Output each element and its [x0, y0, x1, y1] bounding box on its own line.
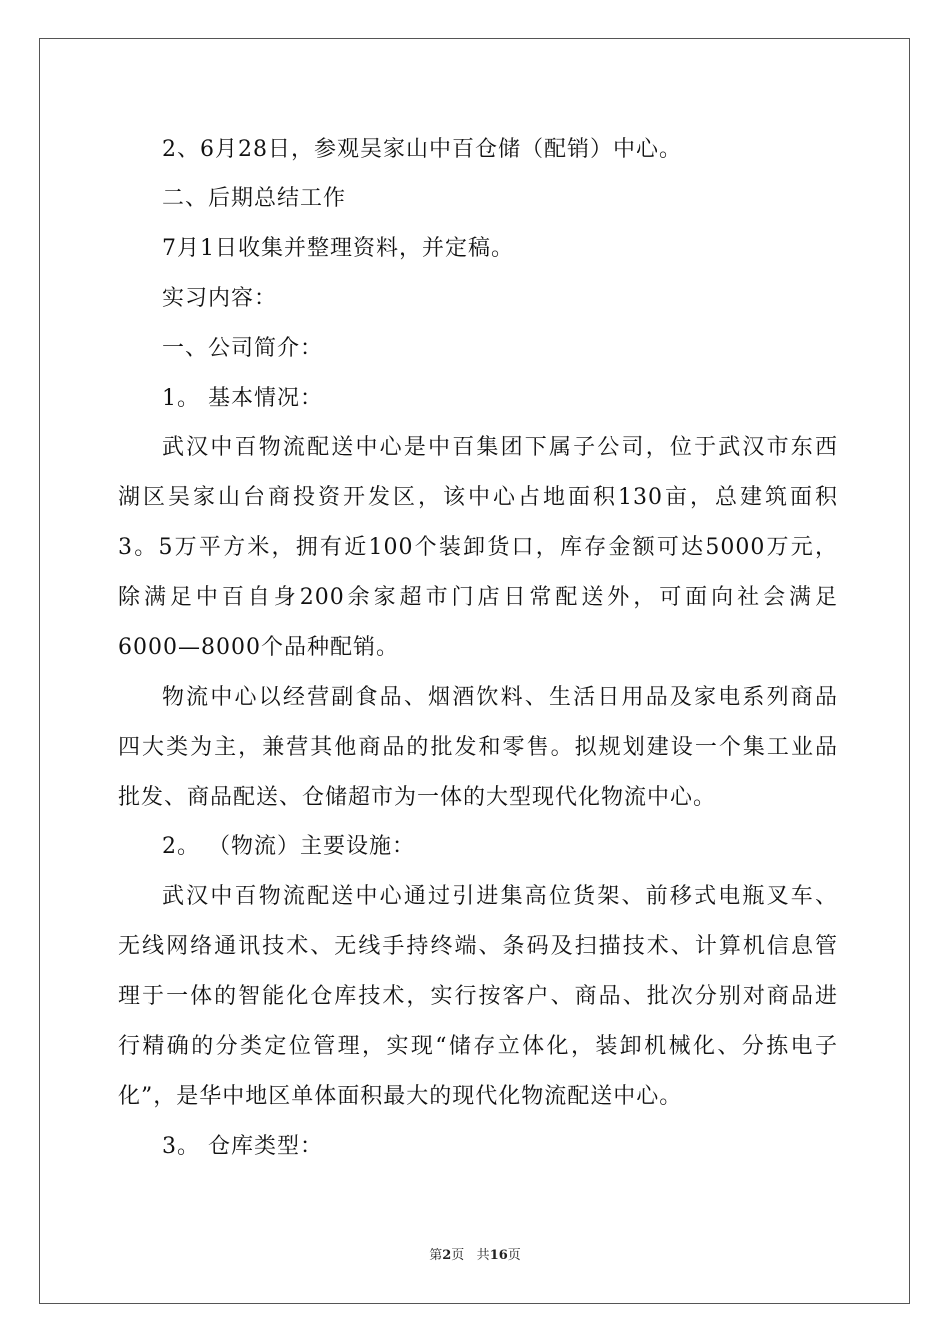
page-border [39, 38, 910, 1304]
paragraph-line: 3。5万平方米，拥有近100个装卸货口，库存金额可达5000万元， [118, 535, 838, 560]
paragraph-line: 湖区吴家山台商投资开发区，该中心占地面积130亩，总建筑面积 [118, 485, 838, 510]
section-heading: 一、公司简介： [162, 336, 324, 361]
section-heading: 实习内容： [162, 286, 278, 311]
paragraph-line: 行精确的分类定位管理，实现“储存立体化，装卸机械化、分拣电子 [118, 1034, 838, 1059]
page-footer [0, 1247, 950, 1265]
page-prefix: 第 [429, 1248, 443, 1263]
page-suffix: 页 [451, 1248, 465, 1263]
paragraph-line: 除满足中百自身200余家超市门店日常配送外，可面向社会满足 [118, 585, 838, 610]
paragraph-line: 2、6月28日，参观吴家山中百仓储（配销）中心。 [162, 137, 682, 162]
subsection-heading: 3。 仓库类型： [162, 1134, 323, 1159]
page-number: 2 [442, 1248, 452, 1263]
paragraph-line: 6000—8000个品种配销。 [118, 635, 399, 660]
paragraph-line: 武汉中百物流配送中心通过引进集高位货架、前移式电瓶叉车、 [162, 884, 838, 909]
paragraph-line: 理于一体的智能化仓库技术，实行按客户、商品、批次分别对商品进 [118, 984, 838, 1009]
paragraph-line: 武汉中百物流配送中心是中百集团下属子公司，位于武汉市东西 [162, 435, 838, 460]
section-heading: 二、后期总结工作 [162, 186, 347, 211]
paragraph-line: 化”，是华中地区单体面积最大的现代化物流配送中心。 [118, 1084, 683, 1109]
paragraph-line: 物流中心以经营副食品、烟酒饮料、生活日用品及家电系列商品 [162, 685, 838, 710]
subsection-heading: 2。 （物流）主要设施： [162, 834, 415, 859]
paragraph-line: 7月1日收集并整理资料，并定稿。 [162, 236, 514, 261]
total-prefix: 共 [476, 1248, 490, 1263]
paragraph-line: 四大类为主，兼营其他商品的批发和零售。拟规划建设一个集工业品 [118, 735, 838, 760]
paragraph-line: 无线网络通讯技术、无线手持终端、条码及扫描技术、计算机信息管 [118, 934, 838, 959]
total-suffix: 页 [507, 1248, 521, 1263]
total-pages: 16 [489, 1248, 508, 1263]
paragraph-line: 批发、商品配送、仓储超市为一体的大型现代化物流中心。 [118, 785, 717, 810]
subsection-heading: 1。 基本情况： [162, 386, 323, 411]
